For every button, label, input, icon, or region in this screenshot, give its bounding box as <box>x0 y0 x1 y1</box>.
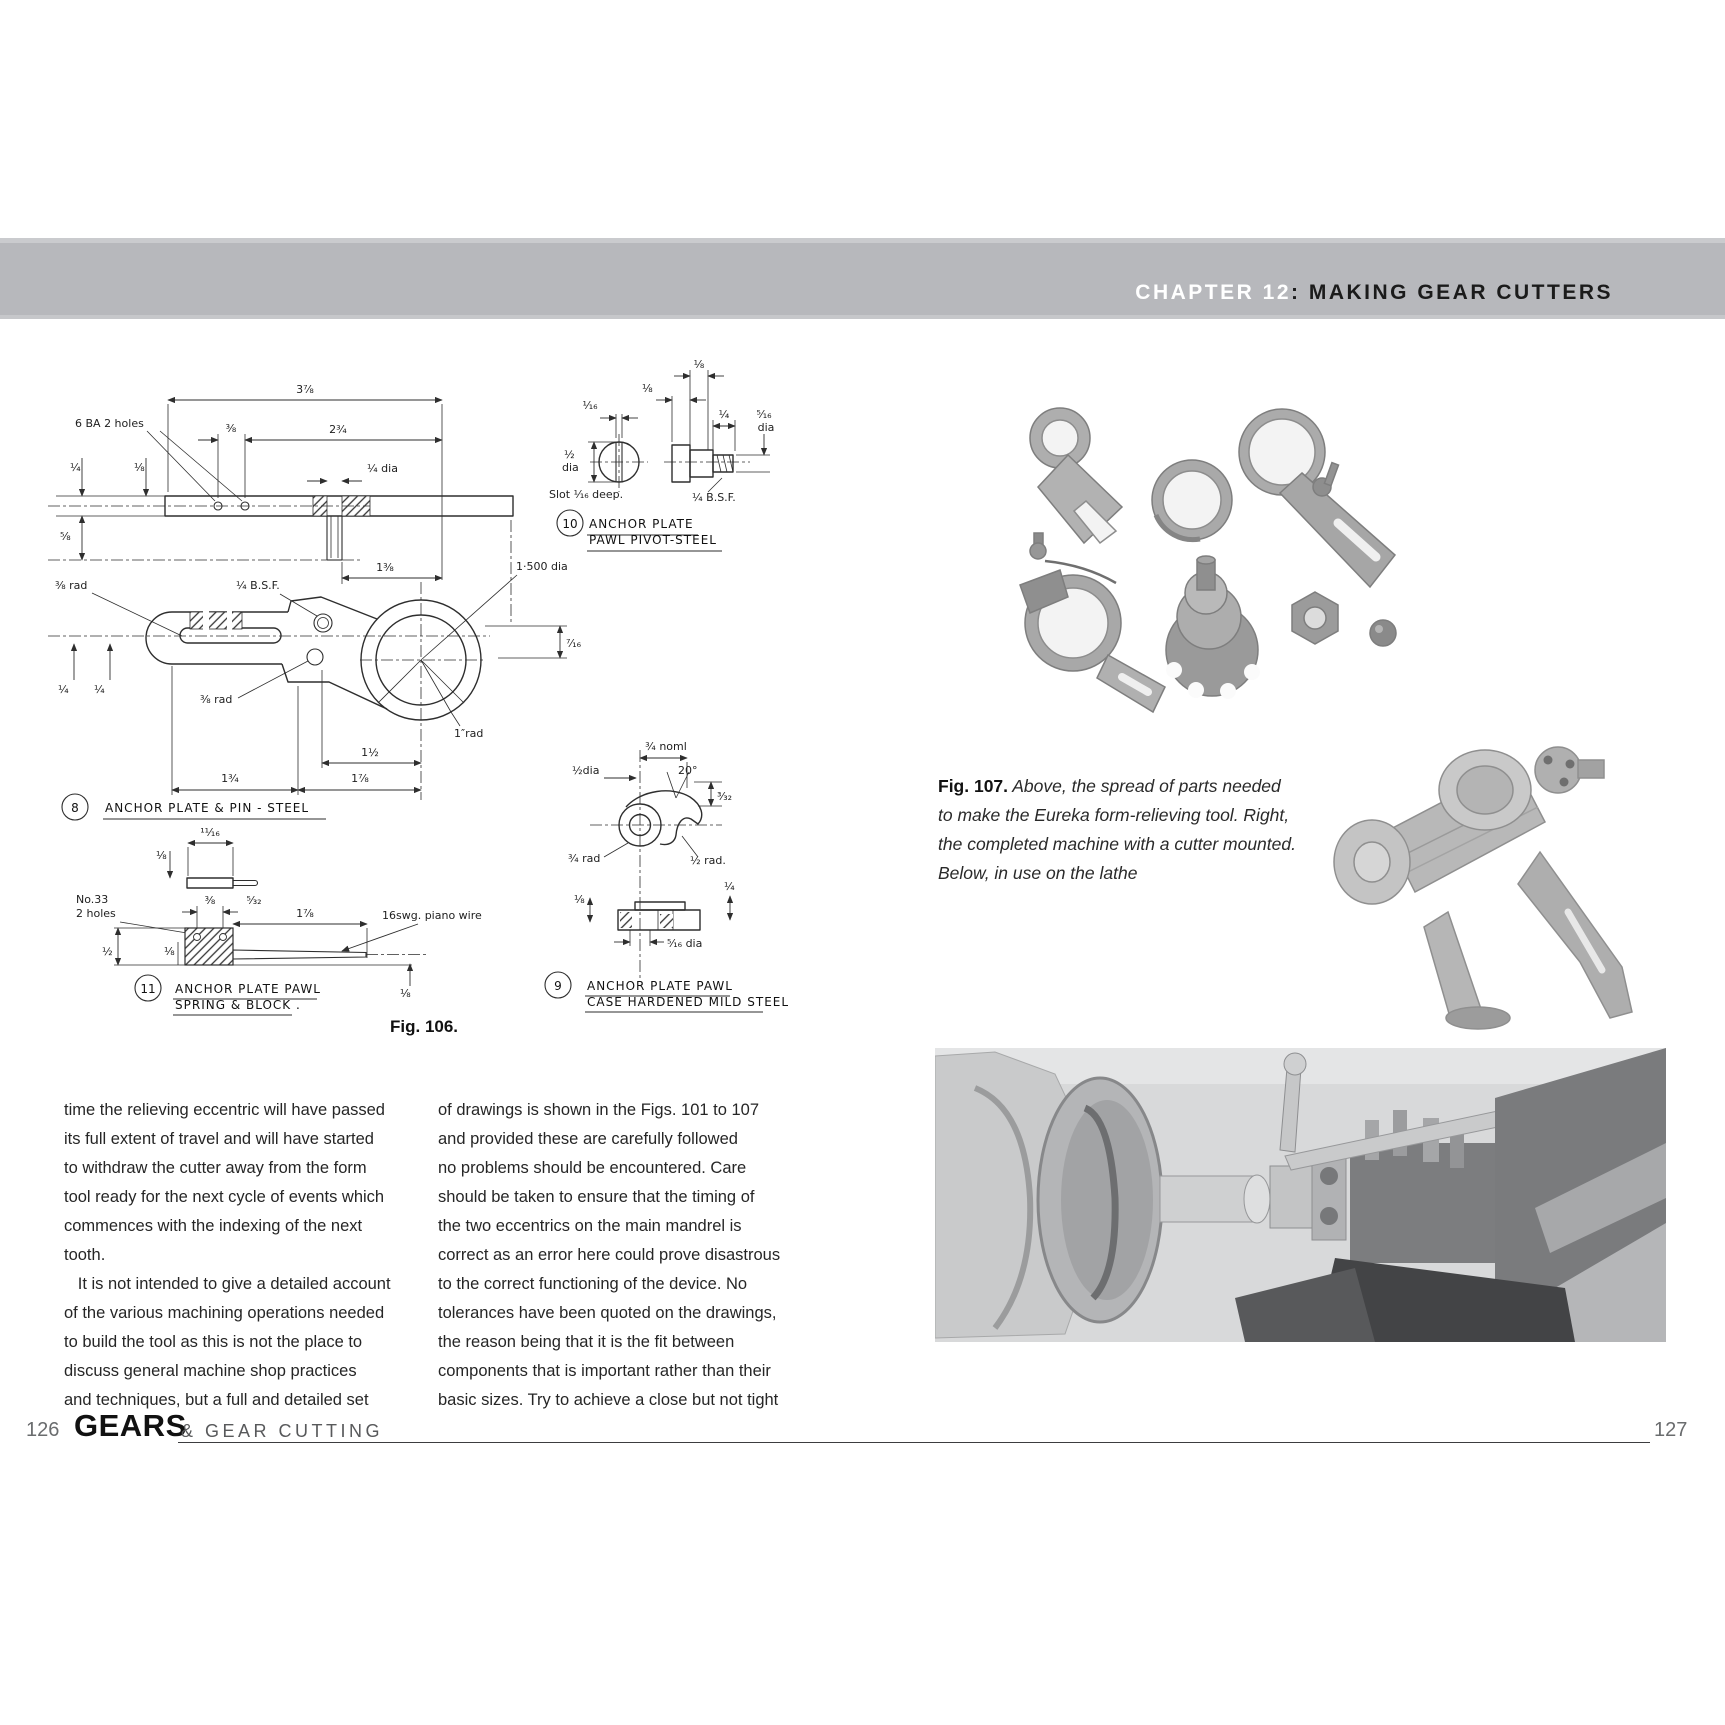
note-label: No.33 <box>76 893 109 906</box>
detail-number: 11 <box>140 982 156 996</box>
dim-label: ⅛ <box>156 849 167 862</box>
radius-label: ⅜ rad <box>55 579 88 592</box>
page-number-left: 126 <box>26 1419 60 1441</box>
body-text-line: should be taken to ensure that the timing of <box>438 1188 755 1206</box>
detail-8-front-view <box>48 560 582 820</box>
dia-label: 1·500 dia <box>516 560 568 573</box>
body-text-line: commences with the indexing of the next <box>64 1217 363 1235</box>
caption-line <box>938 772 1348 801</box>
dia-label: ½ <box>564 448 575 461</box>
dia-label: ⁵⁄₁₆ <box>756 408 772 421</box>
radius-label: 1″rad <box>454 727 484 740</box>
note-label: 2 holes <box>76 907 116 920</box>
radius-label: ⅜ rad <box>200 693 233 706</box>
body-text-line: of drawings is shown in the Figs. 101 to 107 <box>438 1101 760 1119</box>
book-title: GEARS <box>74 1408 187 1443</box>
dim-label: ⅛ <box>400 987 411 1000</box>
dim-label: ¾ noml <box>645 740 687 753</box>
dim-label: ³⁄₃₂ <box>717 790 733 803</box>
body-text-line: tooth. <box>64 1246 106 1264</box>
chapter-header-bar <box>0 238 1725 319</box>
dim-label: ⁷⁄₁₆ <box>566 637 582 650</box>
detail-number: 10 <box>562 517 578 531</box>
detail-number: 8 <box>71 801 79 815</box>
body-text-line: correct as an error here could prove disastrous <box>438 1246 781 1264</box>
body-text-line: It is not intended to give a detailed account <box>64 1275 391 1293</box>
body-text-line: tool ready for the next cycle of events which <box>64 1188 385 1206</box>
figure-label: Fig. 106. <box>390 1017 459 1036</box>
dim-label: ⅛ <box>642 382 653 395</box>
dim-label: ¼ <box>724 880 735 893</box>
dim-label: ¹⁄₁₆ <box>582 399 598 412</box>
dim-label: ⅛ <box>574 893 585 906</box>
detail-title: ANCHOR PLATE PAWL <box>175 982 321 996</box>
dim-label: ¹¹⁄₁₆ <box>200 826 220 839</box>
detail-9-pawl <box>545 740 789 1012</box>
footer-rule <box>178 1442 1650 1443</box>
thread-label: ¼ B.S.F. <box>692 491 736 504</box>
caption-fig-label: Fig. 107. <box>938 776 1009 796</box>
note-label: 16swg. piano wire <box>382 909 482 922</box>
caption-line: Below, in use on the lathe <box>938 863 1138 883</box>
dim-label: ⅛ <box>134 461 145 474</box>
body-text-line: its full extent of travel and will have started <box>64 1130 374 1148</box>
dia-label: dia <box>562 461 579 474</box>
parts-spread-photo <box>950 365 1645 750</box>
dim-label: ⅛ <box>693 358 705 371</box>
caption-line: to make the Eureka form-relieving tool. Right, <box>938 805 1290 825</box>
detail-title: SPRING & BLOCK . <box>175 998 301 1012</box>
body-text-line: basic sizes. Try to achieve a close but not tight <box>438 1391 779 1409</box>
caption-text: Above, the spread of parts needed <box>1008 776 1281 796</box>
radius-label: ½ rad. <box>690 854 726 867</box>
detail-8-plan-view <box>48 383 513 622</box>
chapter-title: MAKING GEAR CUTTERS <box>1308 281 1613 304</box>
body-text-line: and provided these are carefully followed <box>438 1130 738 1148</box>
dim-label: ¼ <box>718 408 730 421</box>
dim-label: 3⅞ <box>296 383 314 396</box>
radius-label: ¾ rad <box>568 852 601 865</box>
dim-label: ⅝ <box>60 530 71 543</box>
dim-label: ¼ <box>94 683 105 696</box>
lathe-photo <box>935 1048 1666 1342</box>
detail-number: 9 <box>554 979 562 993</box>
chapter-separator: : <box>1291 281 1309 304</box>
note-label: 6 BA 2 holes <box>75 417 144 430</box>
dim-label: 1¾ <box>221 772 239 785</box>
book-subtitle: & GEAR CUTTING <box>181 1421 384 1441</box>
dim-label: ¼ <box>70 461 81 474</box>
dim-label: ¼ <box>58 683 69 696</box>
body-text-line: discuss general machine shop practices <box>64 1362 357 1380</box>
body-text-column-2 <box>438 1096 833 1415</box>
body-text-line: time the relieving eccentric will have passed <box>64 1101 385 1119</box>
dim-label: ⅛ <box>164 945 175 958</box>
dim-label: ⁵⁄₃₂ <box>246 894 262 907</box>
detail-10-pawl-pivot <box>549 358 774 551</box>
detail-title: ANCHOR PLATE <box>589 517 694 531</box>
body-text-line: of the various machining operations needed <box>64 1304 385 1322</box>
dim-label: 1½ <box>361 746 379 759</box>
angle-label: 20° <box>678 764 698 777</box>
chapter-number: CHAPTER 12 <box>1135 281 1291 304</box>
detail-title: ANCHOR PLATE & PIN - STEEL <box>105 801 310 815</box>
body-text-line: to withdraw the cutter away from the form <box>64 1159 367 1177</box>
body-text-line: the reason being that it is the fit between <box>438 1333 735 1351</box>
detail-title: PAWL PIVOT-STEEL <box>589 533 717 547</box>
page-number-right: 127 <box>1654 1419 1688 1441</box>
body-text-column-1 <box>64 1096 439 1415</box>
dim-label: 1⅜ <box>376 561 394 574</box>
dia-label: ⁵⁄₁₆ dia <box>667 937 703 950</box>
body-text-line: tolerances have been quoted on the drawings, <box>438 1304 777 1322</box>
caption-line: the completed machine with a cutter mounted. <box>938 834 1296 854</box>
body-text-line: components that is important rather than their <box>438 1362 771 1380</box>
dia-label: ½dia <box>572 764 600 777</box>
dia-label: dia <box>757 421 775 434</box>
note-label: Slot ¹⁄₁₆ deep. <box>549 488 624 501</box>
body-text-line: to build the tool as this is not the place to <box>64 1333 363 1351</box>
detail-title: ANCHOR PLATE PAWL <box>587 979 733 993</box>
dim-label: ½ <box>102 945 113 958</box>
machine-photo <box>1330 712 1650 1042</box>
dim-label: 1⅞ <box>351 772 369 785</box>
body-text-line: and techniques, but a full and detailed set <box>64 1391 369 1409</box>
detail-11-spring-block <box>76 826 482 1036</box>
chapter-heading <box>1135 281 1613 305</box>
body-text-line: the two eccentrics on the main mandrel is <box>438 1217 742 1235</box>
detail-title: CASE HARDENED MILD STEEL <box>587 995 790 1009</box>
figure-107-caption <box>938 772 1348 888</box>
dim-label: ¼ dia <box>367 462 398 475</box>
body-text-line: no problems should be encountered. Care <box>438 1159 747 1177</box>
dim-label: ⅜ <box>204 894 216 907</box>
dim-label: 2¾ <box>329 423 347 436</box>
thread-label: ¼ B.S.F. <box>236 579 280 592</box>
body-text-line: to the correct functioning of the device. No <box>438 1275 748 1293</box>
dim-label: ⅜ <box>225 422 237 435</box>
figure-106-drawing <box>30 330 830 1040</box>
dim-label: 1⅞ <box>296 907 314 920</box>
